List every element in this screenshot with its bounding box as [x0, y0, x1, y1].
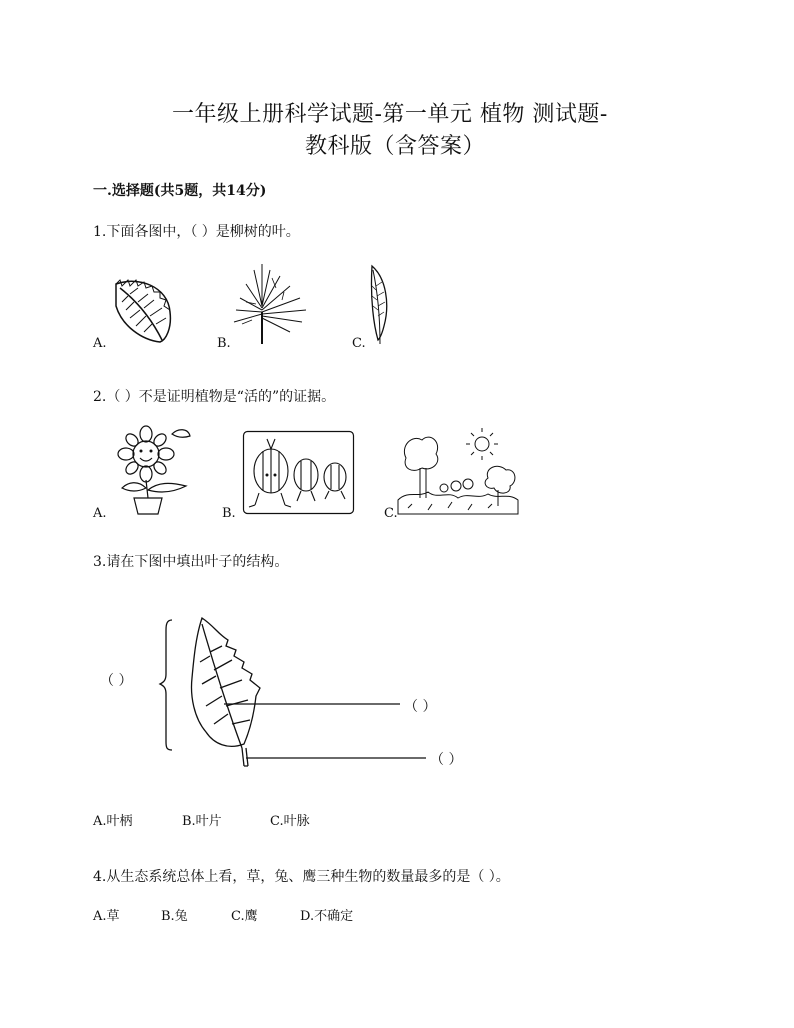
- leaf-structure-diagram: [158, 616, 438, 771]
- q2-option-c[interactable]: C.: [384, 506, 398, 521]
- page-title-line2: 教科版（含答案）: [305, 134, 486, 159]
- walking-watermelons-illustration: [243, 431, 354, 514]
- question-4-text: 4.从生态系统总体上看，草，兔、鹰三种生物的数量最多的是（ ）。: [93, 869, 510, 885]
- smiling-flower-illustration: [108, 424, 194, 516]
- willow-leaf-illustration: [366, 264, 396, 346]
- question-1-text: 1.下面各图中，（ ）是柳树的叶。: [93, 224, 300, 240]
- q4-option-a[interactable]: A.草: [93, 909, 120, 924]
- q3-blank-leaf-vein[interactable]: （ ）: [404, 699, 437, 715]
- q3-option-a[interactable]: A.叶柄: [93, 814, 133, 829]
- q1-option-c[interactable]: C.: [352, 336, 366, 351]
- pine-branch-illustration: [232, 262, 308, 344]
- page-title-line1: 一年级上册科学试题-第一单元 植物 测试题-: [172, 102, 608, 127]
- q3-blank-leaf-blade[interactable]: （ ）: [100, 673, 133, 689]
- garden-scene-illustration: [398, 428, 518, 516]
- q4-option-c[interactable]: C.鹰: [231, 909, 258, 924]
- q1-option-b[interactable]: B.: [217, 336, 231, 351]
- question-3-text: 3.请在下图中填出叶子的结构。: [93, 554, 289, 570]
- q4-option-d[interactable]: D.不确定: [300, 909, 354, 924]
- section-heading: 一.选择题(共5题，共14分): [93, 183, 267, 199]
- q1-option-a[interactable]: A.: [93, 336, 107, 351]
- q3-option-b[interactable]: B.叶片: [182, 814, 222, 829]
- question-2-text: 2.（ ）不是证明植物是“活的”的证据。: [93, 389, 336, 405]
- serrated-leaf-illustration: [108, 276, 174, 344]
- q4-option-b[interactable]: B.兔: [161, 909, 188, 924]
- q3-option-c[interactable]: C.叶脉: [270, 814, 310, 829]
- q2-option-b[interactable]: B.: [222, 506, 236, 521]
- q3-blank-leaf-stalk[interactable]: （ ）: [430, 752, 463, 768]
- q2-option-a[interactable]: A.: [93, 506, 107, 521]
